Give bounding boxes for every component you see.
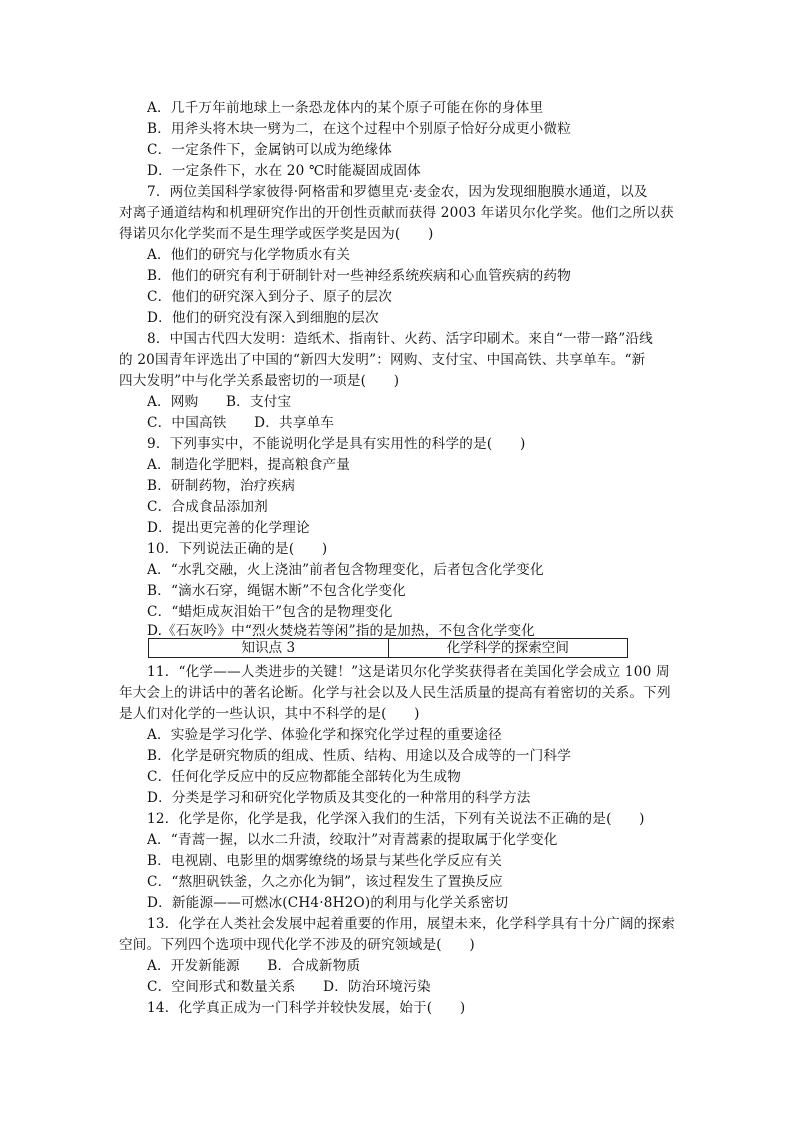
- q11-option-b: B．化学是研究物质的组成、性质、结构、用途以及合成等的一门科学: [147, 748, 571, 764]
- q7-option-a: A．他们的研究与化学物质水有关: [147, 247, 351, 263]
- q6-option-c: C．一定条件下，金属钠可以成为绝缘体: [147, 142, 393, 158]
- q8-options-ab: A．网购 B．支付宝: [147, 394, 292, 410]
- q7-stem-line2: 对离子通道结构和机理研究作出的开创性贡献而获得 2003 年诺贝尔化学奖。他们之所以获: [119, 205, 674, 221]
- q11-option-a: A．实验是学习化学、体验化学和探究化学过程的重要途径: [147, 727, 502, 743]
- q9-option-a: A．制造化学肥料，提高粮食产量: [147, 457, 351, 473]
- q12-stem: 12．化学是你，化学是我，化学深入我们的生活，下列有关说法不正确的是( ): [147, 811, 645, 827]
- knowledge-point-title: 化学科学的探索空间: [388, 639, 628, 658]
- q11-stem-line3: 是人们对化学的一些认识，其中不科学的是( ): [119, 706, 420, 722]
- q6-option-b: B．用斧头将木块一劈为二，在这个过程中个别原子恰好分成更小微粒: [147, 121, 571, 137]
- q11-option-d: D．分类是学习和研究化学物质及其变化的一种常用的科学方法: [147, 790, 531, 806]
- q9-option-d: D．提出更完善的化学理论: [147, 520, 310, 536]
- knowledge-point-table: [148, 638, 628, 658]
- q10-option-d: D.《石灰吟》中“烈火焚烧若等闲”指的是加热，不包含化学变化: [147, 623, 536, 639]
- q8-stem-line3: 四大发明”中与化学关系最密切的一项是( ): [119, 373, 400, 389]
- q7-option-d: D．他们的研究没有深入到细胞的层次: [147, 310, 379, 326]
- q13-options-cd: C．空间形式和数量关系 D．防治环境污染: [147, 979, 431, 995]
- q11-stem-line1: 11．“化学——人类进步的关键！”这是诺贝尔化学奖获得者在美国化学会成立 100 周: [147, 664, 670, 680]
- q8-stem-line2: 的 20国青年评选出了中国的“新四大发明”：网购、支付宝、中国高铁、共享单车。“新: [119, 352, 646, 368]
- q10-option-c: C．“蜡炬成灰泪始干”包含的是物理变化: [147, 604, 393, 620]
- q12-option-b: B．电视剧、电影里的烟雾缭绕的场景与某些化学反应有关: [147, 853, 503, 869]
- q13-stem-line1: 13．化学在人类社会发展中起着重要的作用，展望未来，化学科学具有十分广阔的探索: [147, 916, 676, 932]
- q10-option-b: B．“滴水石穿，绳锯木断”不包含化学变化: [147, 583, 406, 599]
- q9-stem: 9．下列事实中，不能说明化学是具有实用性的科学的是( ): [147, 436, 526, 452]
- q9-option-c: C．合成食品添加剂: [147, 499, 268, 515]
- q7-option-c: C．他们的研究深入到分子、原子的层次: [147, 289, 393, 305]
- q14-stem: 14．化学真正成为一门科学并较快发展，始于( ): [147, 1000, 466, 1016]
- q12-option-c: C．“熬胆矾铁釜，久之亦化为铜”，该过程发生了置换反应: [147, 874, 503, 890]
- knowledge-point-number: 知识点 3: [149, 639, 389, 658]
- q6-option-a: A．几千万年前地球上一条恐龙体内的某个原子可能在你的身体里: [147, 100, 544, 116]
- q10-option-a: A．“水乳交融，火上浇油”前者包含物理变化，后者包含化学变化: [147, 562, 544, 578]
- q10-stem: 10．下列说法正确的是( ): [147, 541, 328, 557]
- q7-stem-line3: 得诺贝尔化学奖而不是生理学或医学奖是因为( ): [119, 226, 434, 242]
- q7-stem-line1: 7．两位美国科学家彼得·阿格雷和罗德里克·麦金农，因为发现细胞膜水通道，以及: [147, 184, 648, 200]
- q9-option-b: B．研制药物，治疗疾病: [147, 478, 296, 494]
- q12-option-a: A．“青蒿一握，以水二升渍，绞取汁”对青蒿素的提取属于化学变化: [147, 832, 558, 848]
- q6-option-d: D．一定条件下，水在 20 ℃时能凝固成固体: [147, 163, 421, 179]
- q7-option-b: B．他们的研究有利于研制针对一些神经系统疾病和心血管疾病的药物: [147, 268, 571, 284]
- q13-options-ab: A．开发新能源 B．合成新物质: [147, 958, 361, 974]
- q11-stem-line2: 年大会上的讲话中的著名论断。化学与社会以及人民生活质量的提高有着密切的关系。下列: [119, 685, 671, 701]
- q8-stem-line1: 8．中国古代四大发明：造纸术、指南针、火药、活字印刷术。来自“一带一路”沿线: [147, 331, 653, 347]
- q13-stem-line2: 空间。下列四个选项中现代化学不涉及的研究领域是( ): [119, 937, 475, 953]
- q12-option-d: D．新能源——可燃冰(CH4·8H2O)的利用与化学关系密切: [147, 895, 509, 911]
- q8-options-cd: C．中国高铁 D．共享单车: [147, 415, 335, 431]
- q11-option-c: C．任何化学反应中的反应物都能全部转化为生成物: [147, 769, 462, 785]
